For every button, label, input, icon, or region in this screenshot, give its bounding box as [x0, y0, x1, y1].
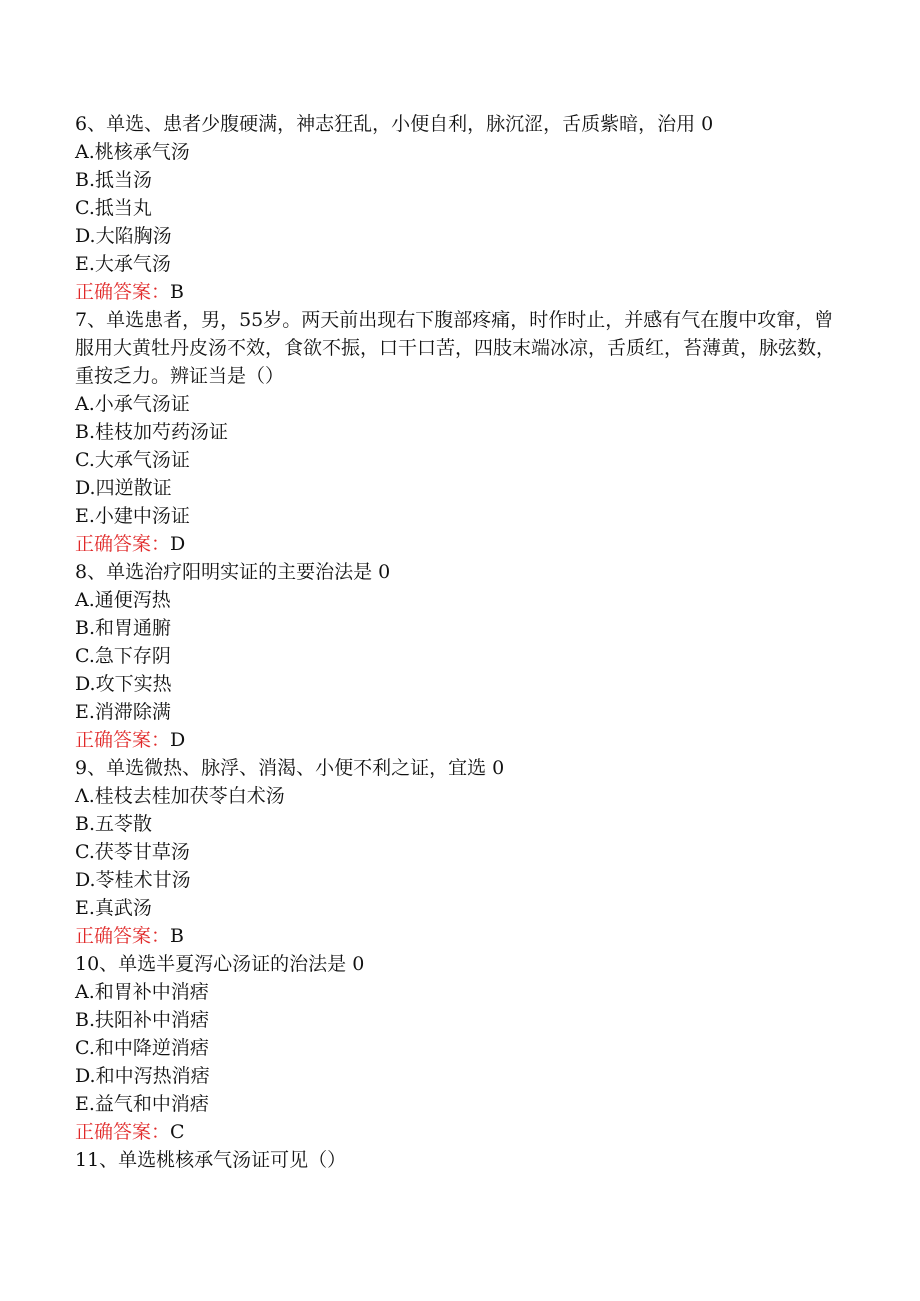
- answer-value: B: [170, 281, 184, 303]
- question-text: 11、单选桃核承气汤证可见（）: [75, 1149, 347, 1171]
- answer-value: C: [170, 1121, 185, 1143]
- answer-value: D: [170, 533, 186, 555]
- answer-line: [75, 278, 845, 306]
- option-e: E.真武汤: [75, 897, 152, 919]
- option-d: D.攻下实热: [75, 673, 172, 695]
- option-c: C.大承气汤证: [75, 449, 190, 471]
- option-c: C.抵当丸: [75, 197, 152, 219]
- answer-label: 正确答案：: [75, 729, 171, 751]
- option-a: A.桃核承气汤: [75, 141, 190, 163]
- option-c: C.急下存阴: [75, 645, 171, 667]
- option-d: D.四逆散证: [75, 477, 172, 499]
- answer-value: B: [170, 925, 184, 947]
- answer-value: D: [170, 729, 186, 751]
- answer-line: [75, 530, 845, 558]
- option-a: A.小承气汤证: [75, 393, 190, 415]
- option-b: B.桂枝加芍药汤证: [75, 421, 229, 443]
- option-a: A.和胃补中消痞: [75, 981, 209, 1003]
- answer-label: 正确答案：: [75, 281, 171, 303]
- option-e: E.益气和中消痞: [75, 1093, 209, 1115]
- option-b: B.和胃通腑: [75, 617, 172, 639]
- question-7: [75, 306, 845, 558]
- answer-label: 正确答案：: [75, 925, 171, 947]
- question-8: [75, 558, 845, 754]
- option-b: B.抵当汤: [75, 169, 153, 191]
- option-a: Λ.桂枝去桂加茯苓白术汤: [75, 785, 285, 807]
- answer-line: [75, 726, 845, 754]
- option-d: D.和中泻热消痞: [75, 1065, 210, 1087]
- answer-line: [75, 1118, 845, 1146]
- question-text: 8、单选治疗阳明实证的主要治法是 0: [75, 561, 391, 583]
- question-9: [75, 754, 845, 950]
- answer-label: 正确答案：: [75, 533, 171, 555]
- question-text: 7、单选患者，男，55岁。两天前出现右下腹部疼痛，时作时止，并感有气在腹中攻窜，曾服用大黄牡丹皮汤不效，食欲不振，口干口苦，四肢末端冰凉，舌质红，苔薄黄，脉弦数，重按乏力。辨证当是（）: [75, 309, 836, 387]
- question-6: [75, 110, 845, 306]
- option-d: D.苓桂术甘汤: [75, 869, 191, 891]
- option-e: E.大承气汤: [75, 253, 171, 275]
- option-c: C.茯苓甘草汤: [75, 841, 190, 863]
- question-10: [75, 950, 845, 1146]
- option-b: B.扶阳补中消痞: [75, 1009, 210, 1031]
- option-b: B.五苓散: [75, 813, 153, 835]
- answer-label: 正确答案：: [75, 1121, 171, 1143]
- question-text: 10、单选半夏泻心汤证的治法是 0: [75, 953, 365, 975]
- question-text: 9、单选微热、脉浮、消渴、小便不利之证，宜选 0: [75, 757, 505, 779]
- option-d: D.大陷胸汤: [75, 225, 172, 247]
- question-11: [75, 1146, 845, 1174]
- option-c: C.和中降逆消痞: [75, 1037, 209, 1059]
- answer-line: [75, 922, 845, 950]
- option-a: A.通便泻热: [75, 589, 171, 611]
- option-e: E.消滞除满: [75, 701, 171, 723]
- question-text: 6、单选、患者少腹硬满，神志狂乱，小便自利，脉沉涩，舌质紫暗，治用 0: [75, 113, 714, 135]
- question-list: [75, 110, 845, 1174]
- option-e: E.小建中汤证: [75, 505, 190, 527]
